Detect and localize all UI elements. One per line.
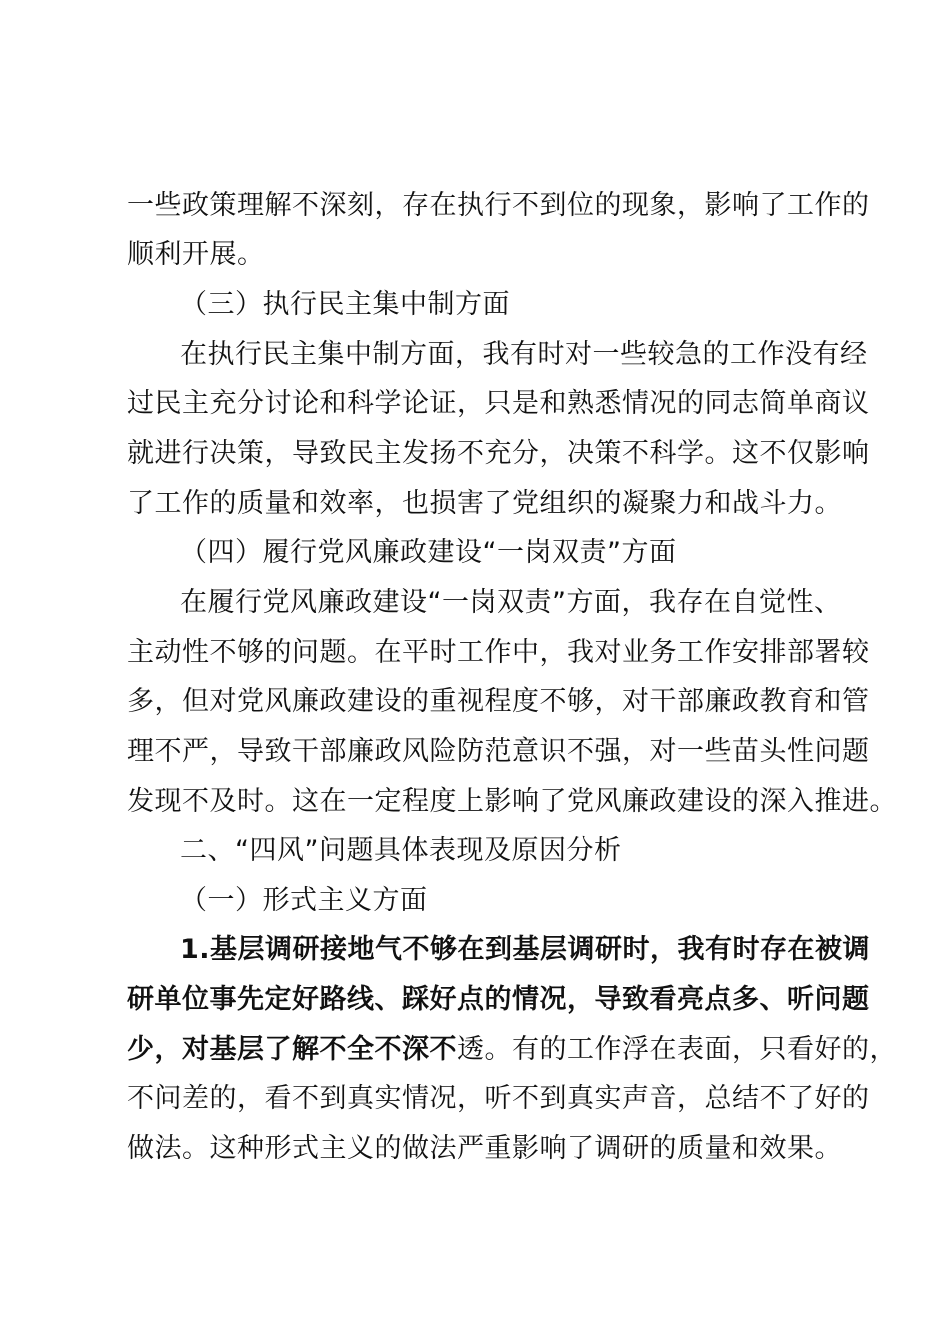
bold-subheading-line: 1.基层调研接地气不够在到基层调研时，我有时存在被调: [180, 934, 871, 965]
body-text-segment: 透。有的工作浮在表面，只看好的，: [457, 1034, 897, 1065]
body-text-line: 顺利开展。: [127, 239, 265, 270]
chapter-heading: 二、“四风”问题具体表现及原因分析: [180, 835, 622, 866]
body-text-line: 在执行民主集中制方面，我有时对一些较急的工作没有经: [180, 339, 868, 370]
section-heading: （三）执行民主集中制方面: [180, 289, 510, 320]
body-text-line: 理不严，导致干部廉政风险防范意识不强，对一些苗头性问题: [127, 736, 870, 767]
body-text-line: 不问差的，看不到真实情况，听不到真实声音，总结不了好的: [127, 1083, 870, 1114]
section-heading: （一）形式主义方面: [180, 885, 428, 916]
body-text-line: 了工作的质量和效率，也损害了党组织的凝聚力和战斗力。: [127, 488, 842, 519]
section-heading: （四）履行党风廉政建设“一岗双责”方面: [180, 537, 677, 568]
bold-subheading-line: 研单位事先定好路线、踩好点的情况，导致看亮点多、听问题: [127, 984, 870, 1015]
body-text-line: 做法。这种形式主义的做法严重影响了调研的质量和效果。: [127, 1133, 842, 1164]
bold-text-segment: 少，对基层了解不全不深不: [127, 1034, 457, 1065]
mixed-text-line: [127, 1032, 897, 1068]
body-text-line: 发现不及时。这在一定程度上影响了党风廉政建设的深入推进。: [127, 786, 897, 817]
body-text-line: 就进行决策，导致民主发扬不充分，决策不科学。这不仅影响: [127, 438, 870, 469]
body-text-line: 一些政策理解不深刻，存在执行不到位的现象，影响了工作的: [127, 190, 870, 221]
body-text-line: 多，但对党风廉政建设的重视程度不够，对干部廉政教育和管: [127, 686, 870, 717]
body-text-line: 在履行党风廉政建设“一岗双责”方面，我存在自觉性、: [180, 587, 842, 618]
body-text-line: 过民主充分讨论和科学论证，只是和熟悉情况的同志简单商议: [127, 388, 870, 419]
body-text-line: 主动性不够的问题。在平时工作中，我对业务工作安排部署较: [127, 637, 870, 668]
